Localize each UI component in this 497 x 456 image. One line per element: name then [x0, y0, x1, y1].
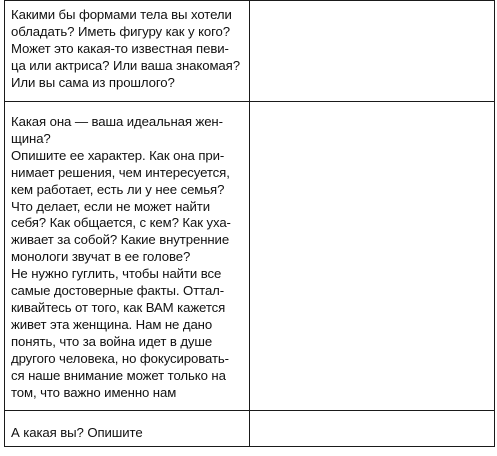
- question-cell-body-shape: [5, 1, 250, 102]
- question-line: щина?: [11, 130, 51, 146]
- question-table: [4, 0, 495, 447]
- question-cell-ideal-woman: [5, 102, 250, 411]
- question-line: ца или актриса? Или ваша знакомая?: [11, 57, 240, 73]
- question-line: понять, что за война идет в душе: [11, 333, 213, 349]
- question-line: А какая вы? Опишите: [11, 425, 143, 440]
- question-line: Какими бы формами тела вы хотели: [11, 7, 232, 22]
- question-line: Какая она — ваша идеальная жен-: [11, 114, 223, 129]
- question-line: кивайтесь от того, как ВАМ кажется: [11, 299, 226, 315]
- question-line: себя? Как общается, с кем? Как уха-: [11, 215, 231, 231]
- question-line: нимает решения, чем интересуется,: [11, 164, 230, 180]
- answer-cell-ideal-woman[interactable]: [250, 102, 495, 411]
- question-line: ся наше внимание может только на: [11, 367, 226, 383]
- question-line: живет эта женщина. Нам не дано: [11, 316, 213, 332]
- question-line: кем работает, есть ли у нее семья?: [11, 181, 225, 197]
- question-line: другого человека, но фокусировать-: [11, 350, 229, 366]
- table-row: [5, 102, 495, 411]
- question-text: [5, 102, 249, 401]
- table-row: [5, 411, 495, 447]
- question-line: монологи звучат в ее голове?: [11, 249, 191, 265]
- question-line: том, что важно именно нам: [11, 384, 177, 400]
- answer-cell-body-shape[interactable]: [250, 1, 495, 102]
- answer-cell-self[interactable]: [250, 411, 495, 447]
- question-line: живает за собой? Какие внутренние: [11, 232, 230, 248]
- question-line: Или вы сама из прошлого?: [11, 74, 175, 90]
- question-line: Не нужно гуглить, чтобы найти все: [11, 266, 222, 282]
- question-line: Что делает, если не может найти: [11, 198, 210, 214]
- question-cell-self: [5, 411, 250, 447]
- table-row: [5, 1, 495, 102]
- question-text: [5, 411, 249, 442]
- question-text: [5, 1, 249, 92]
- question-line: обладать? Иметь фигуру как у кого?: [11, 23, 231, 39]
- question-line: Опишите ее характер. Как она при-: [11, 147, 225, 163]
- question-line: Может это какая-то известная певи-: [11, 40, 229, 56]
- question-line: самые достоверные факты. Оттал-: [11, 283, 225, 299]
